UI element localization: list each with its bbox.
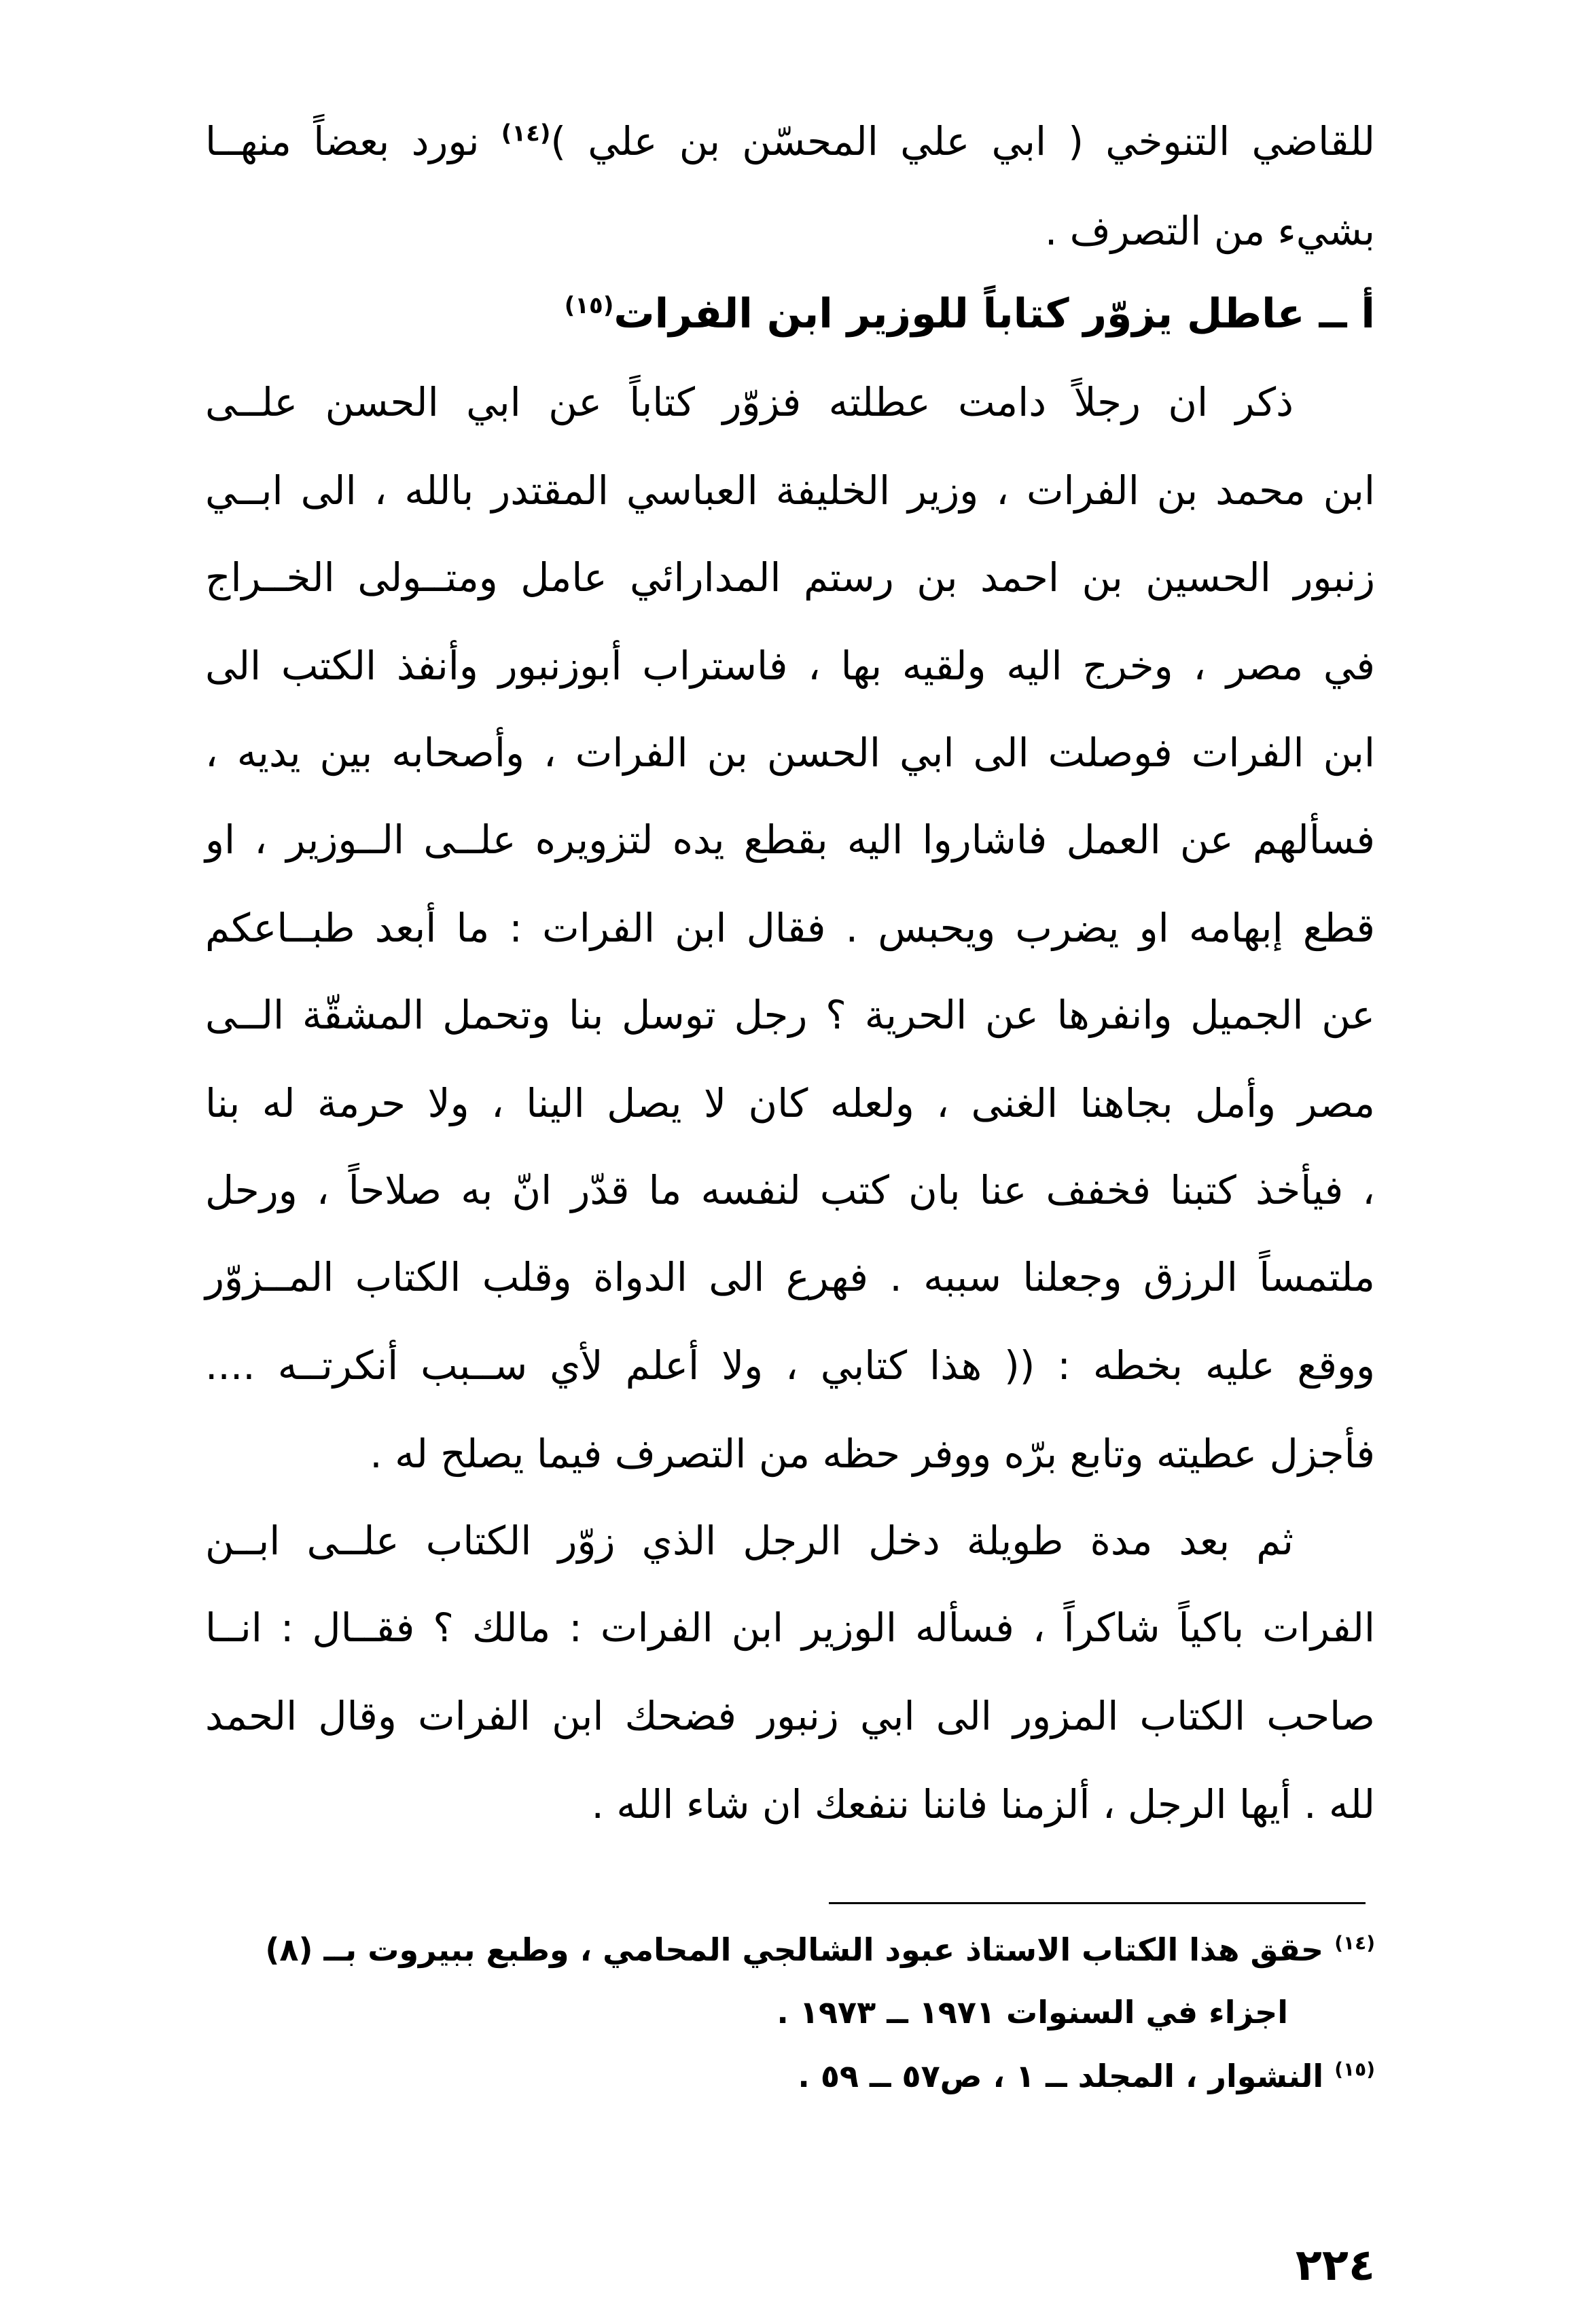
story-line: زنبور الحسين بن احمد بن رستم المدارائي عامل ومتــولى الخــراج [205, 554, 1375, 601]
story-line: ذكر ان رجلاً دامت عطلته فزوّر كتاباً عن ابي الحسن علــى [205, 379, 1294, 425]
story-line: ابن الفرات فوصلت الى ابي الحسن بن الفرات ، وأصحابه بين يديه ، [205, 730, 1375, 776]
story-line: عن الجميل وانفرها عن الحرية ؟ رجل توسل بنا وتحمل المشقّة الــى [205, 992, 1375, 1038]
footnote-14-continuation: اجزاء في السنوات ١٩٧١ ــ ١٩٧٣ . [777, 1994, 1288, 2031]
continuation-line: الفرات باكياً شاكراً ، فسأله الوزير ابن الفرات : مالك ؟ فقــال : انــا [205, 1605, 1375, 1651]
footnote-14 [220, 1928, 1375, 1976]
section-heading [205, 287, 1375, 344]
story-line: ووقع عليه بخطه : (( هذا كتابي ، ولا أعلم لأي ســبب أنكرتــه .... [205, 1342, 1375, 1389]
story-line: ، فيأخذ كتبنا فخفف عنا بان كتب لنفسه ما قدّر انّ به صلاحاً ، ورحل [205, 1167, 1375, 1213]
intro-line-1-end: نورد بعضاً منهــا [205, 118, 501, 164]
story-line: مصر وأمل بجاهنا الغنى ، ولعله كان لا يصل الينا ، ولا حرمة له بنا [205, 1080, 1375, 1126]
story-line: فسألهم عن العمل فاشاروا اليه بقطع يده لتزويره علــى الــوزير ، او [205, 817, 1375, 863]
footnote-15-number: (١٥) [1334, 2058, 1375, 2081]
continuation-line: لله . أيها الرجل ، ألزمنا فاننا ننفعك ان شاء الله . [591, 1781, 1375, 1827]
footnote-15 [220, 2054, 1375, 2102]
story-line: في مصر ، وخرج اليه ولقيه بها ، فاستراب أبوزنبور وأنفذ الكتب الى [205, 643, 1375, 689]
footnote-14-text: حقق هذا الكتاب الاستاذ عبود الشالجي المحامي ، وطبع ببيروت بــ (٨) [265, 1931, 1335, 1968]
footnote-ref-14: (١٤) [501, 120, 551, 147]
continuation-line: ثم بعد مدة طويلة دخل الرجل الذي زوّر الكتاب علــى ابــن [205, 1518, 1294, 1564]
intro-line-1-start: للقاضي التنوخي ( ابي علي المحسّن بن علي ) [550, 118, 1375, 164]
continuation-line: صاحب الكتاب المزور الى ابي زنبور فضحك ابن الفرات وقال الحمد [205, 1693, 1375, 1739]
story-line: ملتمساً الرزق وجعلنا سببه . فهرع الى الدواة وقلب الكتاب المــزوّر [205, 1254, 1375, 1300]
intro-line-2: بشيء من التصرف . [1044, 208, 1375, 254]
intro-line-1 [205, 114, 1375, 171]
story-line: قطع إبهامه او يضرب ويحبس . فقال ابن الفرات : ما أبعد طبــاعكم [205, 905, 1375, 951]
footnote-14-number: (١٤) [1334, 1931, 1375, 1954]
page-number: ٢٢٤ [1295, 2240, 1375, 2291]
story-line: ابن محمد بن الفرات ، وزير الخليفة العباسي المقتدر بالله ، الى ابــي [205, 467, 1375, 514]
section-heading-text: أ ــ عاطل يزوّر كتاباً للوزير ابن الفرات [613, 290, 1375, 338]
story-line: فأجزل عطيته وتابع برّه ووفر حظه من التصرف فيما يصلح له . [370, 1431, 1375, 1477]
footnote-divider [829, 1902, 1366, 1904]
footnote-15-text: النشوار ، المجلد ــ ١ ، ص٥٧ ــ ٥٩ . [798, 2058, 1335, 2094]
footnote-ref-15: (١٥) [564, 292, 614, 319]
